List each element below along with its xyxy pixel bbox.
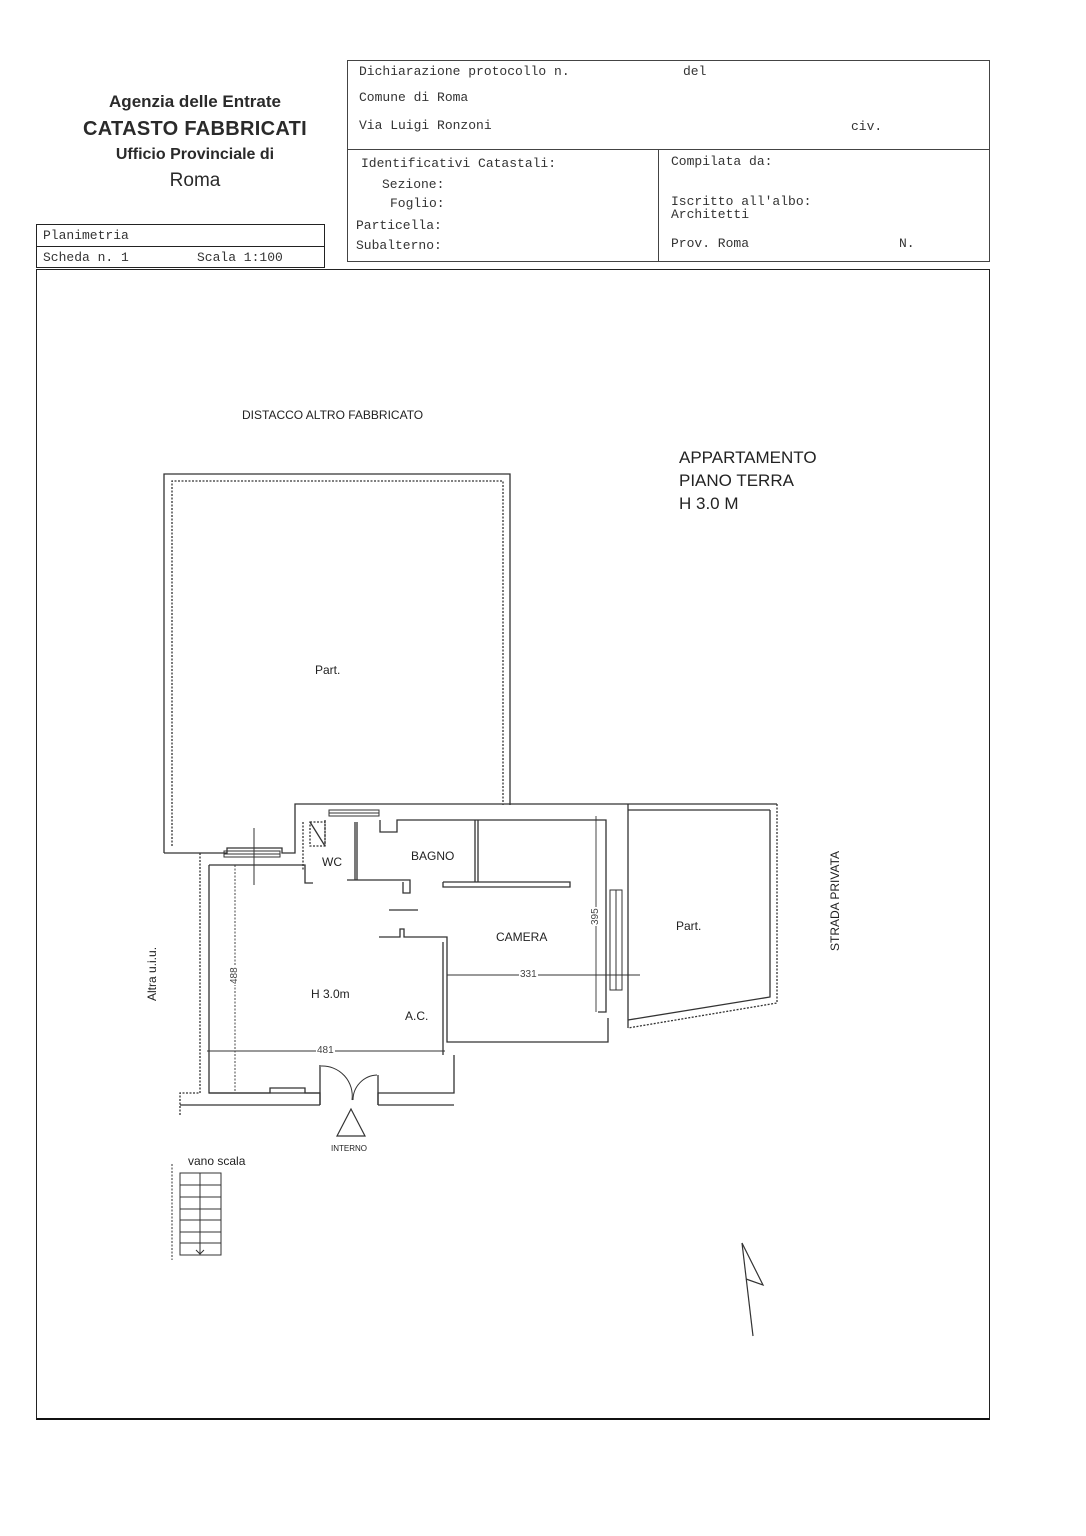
- room-label-living-height: H 3.0m: [311, 987, 350, 1001]
- prov-label: Prov. Roma: [671, 236, 750, 251]
- dimension-331: 331: [520, 969, 537, 980]
- albo-value: Architetti: [671, 207, 750, 222]
- side-label-altra-uiu: Altra u.i.u.: [145, 946, 159, 1001]
- scale: Scala 1:100: [197, 250, 283, 265]
- compilata-label: Compilata da:: [671, 154, 773, 169]
- protocollo-label: Dichiarazione protocollo n.: [359, 64, 570, 79]
- document-type: Planimetria: [43, 228, 129, 243]
- windows: [224, 810, 622, 990]
- north-arrow-icon: [742, 1243, 763, 1336]
- dimension-481: 481: [317, 1045, 334, 1056]
- apartment-title-line2: PIANO TERRA: [679, 471, 794, 490]
- stair: [172, 1164, 221, 1260]
- entrance-door: [321, 1066, 377, 1100]
- identificativi-title: Identificativi Catastali:: [361, 156, 557, 171]
- n-label: N.: [899, 236, 915, 251]
- apartment-title-line3: H 3.0 M: [679, 494, 739, 513]
- side-label-strada-privata: STRADA PRIVATA: [828, 850, 842, 951]
- particella-label: Particella:: [356, 218, 442, 233]
- office-label: Ufficio Provinciale di: [115, 146, 275, 163]
- apartment-title-line1: APPARTAMENTO: [679, 448, 817, 467]
- agency-name: Agenzia delle Entrate: [109, 92, 281, 111]
- dimension-395: 395: [590, 908, 601, 925]
- catasto-title: CATASTO FABBRICATI: [83, 118, 307, 140]
- room-label-bagno: BAGNO: [411, 849, 455, 863]
- foglio-label: Foglio:: [390, 196, 445, 211]
- distacco-label: DISTACCO ALTRO FABBRICATO: [242, 408, 424, 422]
- sezione-label: Sezione:: [382, 177, 445, 192]
- room-label-part-right: Part.: [676, 919, 702, 933]
- room-label-vano-scala: vano scala: [188, 1154, 246, 1168]
- room-label-camera: CAMERA: [496, 930, 548, 944]
- entrance-triangle-icon: [337, 1109, 365, 1136]
- entrance-label: INTERNO: [331, 1144, 367, 1153]
- comune: Comune di Roma: [359, 90, 469, 105]
- civ-label: civ.: [851, 119, 883, 134]
- albo-label: Iscritto all'albo:: [671, 194, 812, 209]
- office-city: Roma: [169, 170, 221, 191]
- room-label-wc: WC: [322, 855, 342, 869]
- apartment-title: [679, 446, 817, 515]
- subalterno-label: Subalterno:: [356, 238, 442, 253]
- scheda-number: Scheda n. 1: [43, 250, 129, 265]
- del-label: del: [683, 64, 707, 79]
- via: Via Luigi Ronzoni: [359, 118, 492, 133]
- room-label-part-top: Part.: [315, 663, 341, 677]
- dimension-488: 488: [229, 967, 240, 984]
- room-label-ac: A.C.: [405, 1009, 429, 1023]
